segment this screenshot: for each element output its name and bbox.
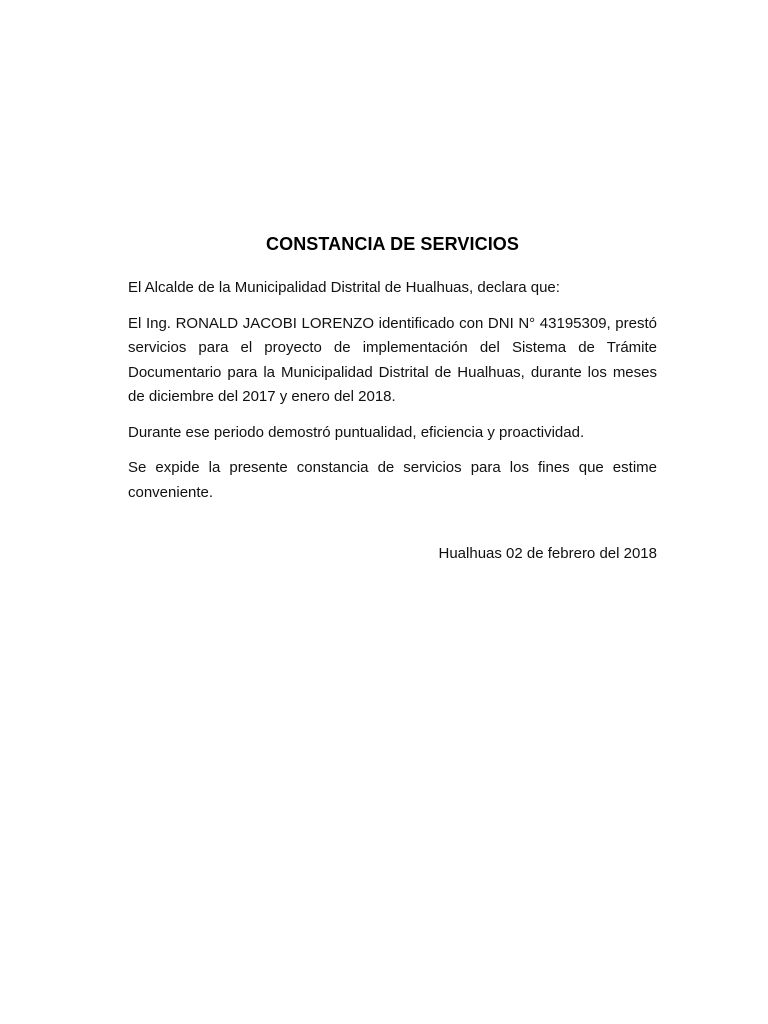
performance-paragraph: Durante ese periodo demostró puntualidad, eficiencia y proactividad.: [128, 423, 585, 441]
service-paragraph: El Ing. RONALD JACOBI LORENZO identificado con DNI N° 43195309, prestó servicios para el proyecto de implementación del Sistema de Trámite Documentario para la Municipalidad Distrital de Hualhuas, durante los meses de diciembre del 2017 y enero del 2018.: [128, 314, 657, 405]
intro-paragraph: El Alcalde de la Municipalidad Distrital de Hualhuas, declara que:: [128, 279, 560, 296]
issuance-paragraph: Se expide la presente constancia de servicios para los fines que estime conveniente.: [128, 459, 657, 501]
document-body: [128, 232, 657, 566]
place-date: Hualhuas 02 de febrero del 2018: [438, 545, 657, 562]
document-title: CONSTANCIA DE SERVICIOS: [266, 234, 519, 254]
